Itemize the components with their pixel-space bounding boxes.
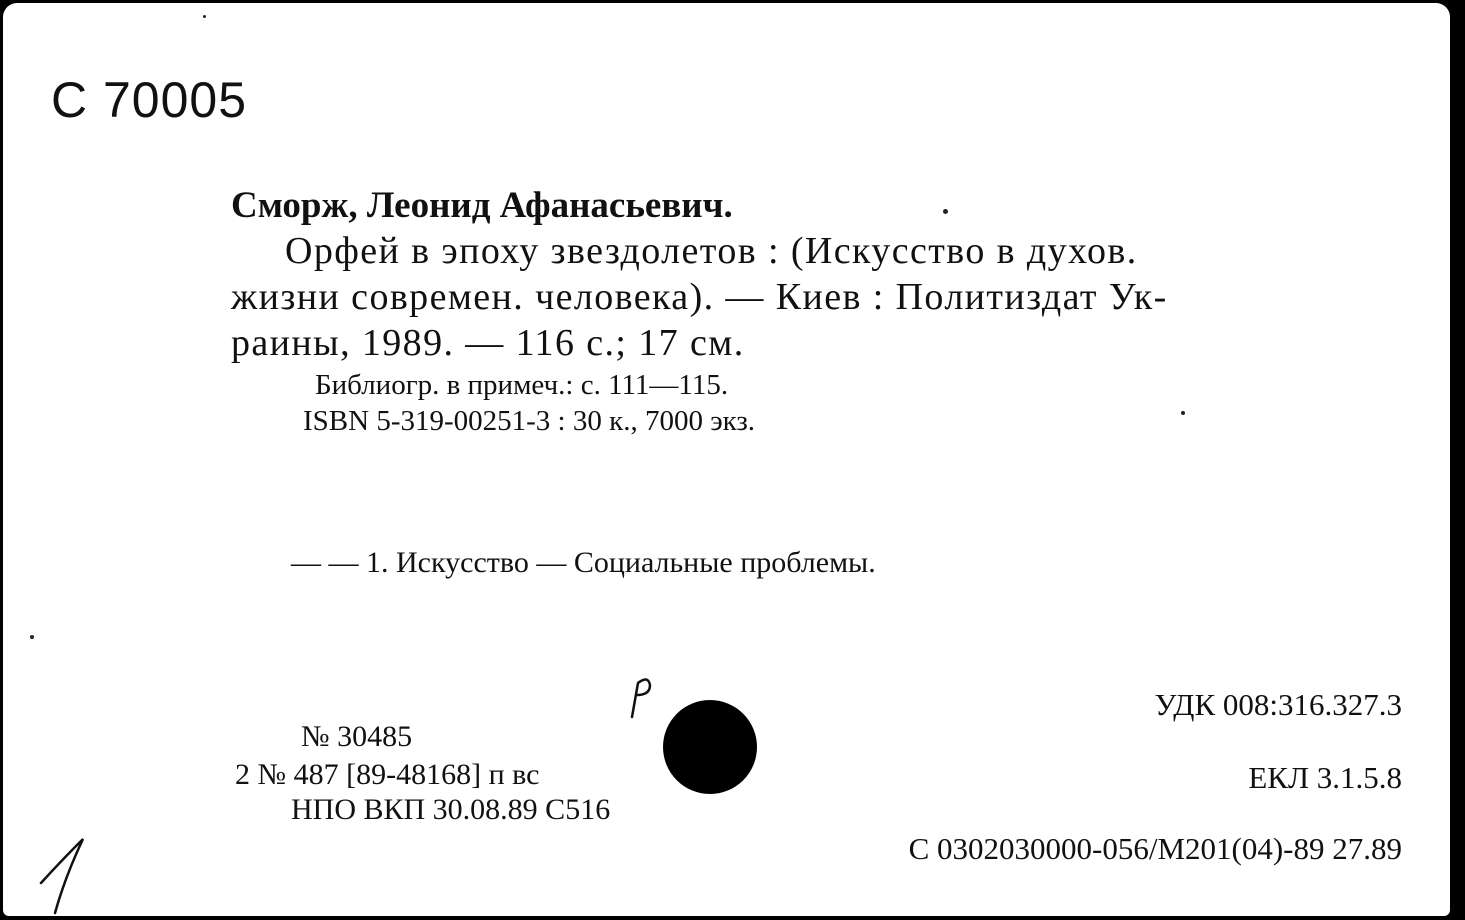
- handwritten-number: [31, 833, 101, 916]
- print-speck: [943, 209, 948, 214]
- print-speck: [203, 15, 206, 18]
- print-speck: [30, 635, 34, 639]
- handwritten-mark: [618, 671, 658, 721]
- catalog-card: [3, 3, 1450, 916]
- print-speck: [1181, 411, 1185, 415]
- udc-code: УДК 008:316.327.3: [1154, 687, 1402, 722]
- title-line-3: раины, 1989. — 116 с.; 17 см.: [231, 322, 745, 364]
- author-heading: Сморж, Леонид Афанасьевич.: [231, 185, 733, 226]
- record-number: № 30485: [301, 720, 413, 753]
- subject-headings: — — 1. Искусство — Социальные проблемы.: [291, 546, 876, 579]
- ekl-code: ЕКЛ 3.1.5.8: [1248, 760, 1402, 795]
- order-line: 2 № 487 [89-48168] п вс: [235, 758, 540, 791]
- title-line-1: Орфей в эпоху звездолетов : (Искусство в духов.: [285, 230, 1138, 272]
- call-number: С 70005: [51, 72, 248, 128]
- isbn-line: ISBN 5-319-00251-3 : 30 к., 7000 экз.: [303, 405, 756, 437]
- title-line-2: жизни современ. человека). — Киев : Политиздат Ук-: [231, 276, 1168, 318]
- bibliography-note: Библиогр. в примеч.: с. 111—115.: [315, 369, 729, 401]
- printer-line: НПО ВКП 30.08.89 С516: [291, 793, 611, 826]
- punch-hole: [663, 700, 757, 794]
- classification-code: С 0302030000-056/М201(04)-89 27.89: [908, 831, 1402, 866]
